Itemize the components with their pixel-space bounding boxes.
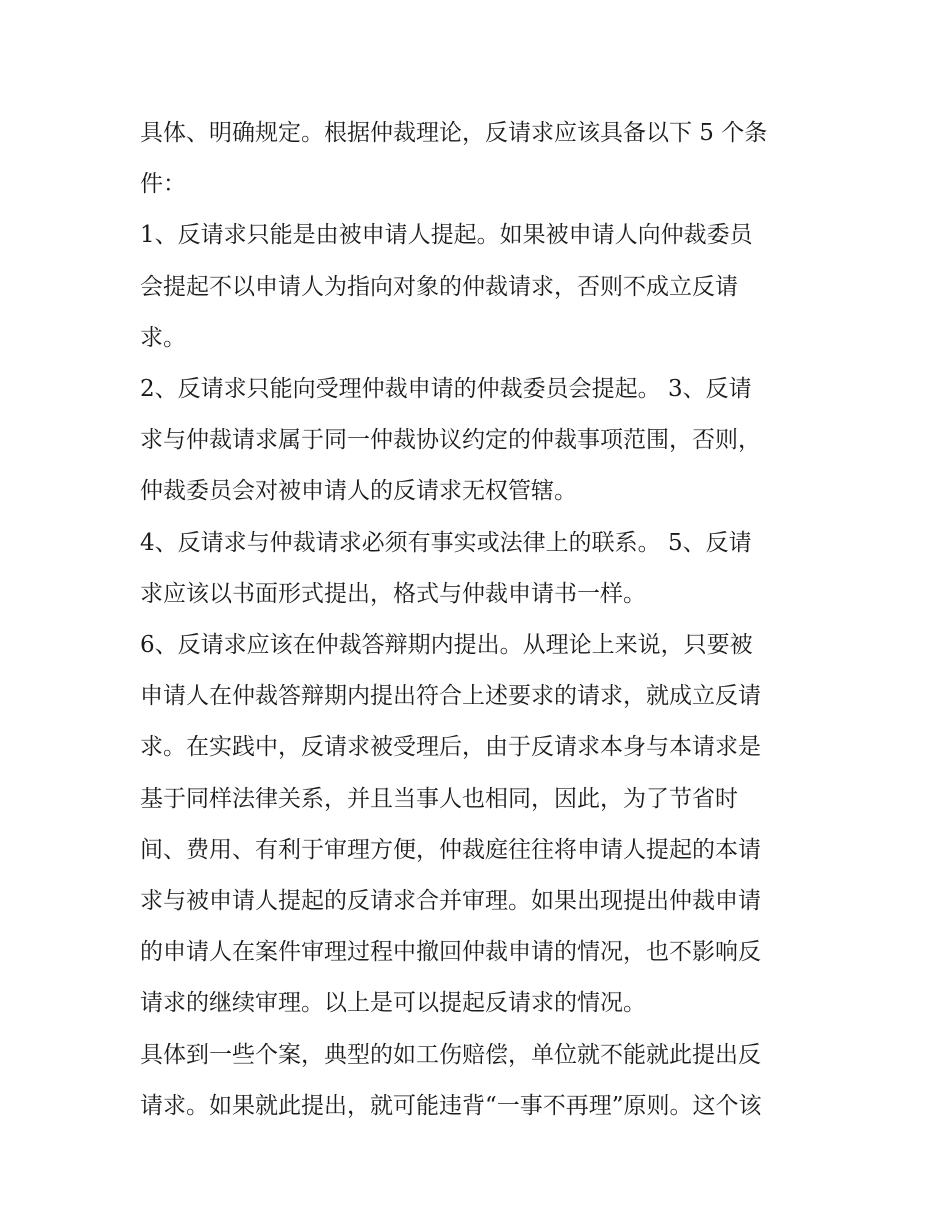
text-line-12: 申请人在仲裁答辩期内提出符合上述要求的请求，就成立反请 — [140, 683, 761, 710]
text-line-17: 的申请人在案件审理过程中撤回仲裁申请的情况，也不影响反 — [140, 939, 761, 966]
text-line-4: 会提起不以申请人为指向对象的仲裁请求，否则不成立反请 — [140, 273, 738, 300]
document-body — [140, 108, 812, 1132]
text-line-9: 4、反请求与仲裁请求必须有事实或法律上的联系。 5、反请 — [140, 529, 752, 556]
text-line-20: 请求。如果就此提出，就可能违背“一事不再理”原则。这个该 — [140, 1092, 762, 1119]
text-line-11: 6、反请求应该在仲裁答辩期内提出。从理论上来说，只要被 — [140, 632, 753, 659]
text-line-16: 求与被申请人提起的反请求合并审理。如果出现提出仲裁申请 — [140, 888, 761, 915]
text-line-13: 求。在实践中，反请求被受理后，由于反请求本身与本请求是 — [140, 734, 761, 761]
text-line-6: 2、反请求只能向受理仲裁申请的仲裁委员会提起。 3、反请 — [140, 376, 752, 403]
text-line-5: 求。 — [140, 324, 186, 351]
text-line-14: 基于同样法律关系，并且当事人也相同，因此，为了节省时 — [140, 785, 738, 812]
text-line-10: 求应该以书面形式提出，格式与仲裁申请书一样。 — [140, 580, 646, 607]
text-line-2: 件： — [140, 171, 186, 198]
text-line-1: 具体、明确规定。根据仲裁理论，反请求应该具备以下 5 个条 — [140, 120, 768, 146]
text-line-18: 请求的继续审理。以上是可以提起反请求的情况。 — [140, 990, 646, 1017]
text-line-7: 求与仲裁请求属于同一仲裁协议约定的仲裁事项范围，否则， — [140, 427, 761, 454]
text-line-19: 具体到一些个案，典型的如工伤赔偿，单位就不能就此提出反 — [140, 1041, 761, 1068]
text-line-8: 仲裁委员会对被申请人的反请求无权管辖。 — [140, 478, 577, 505]
text-line-3: 1、反请求只能是由被申请人提起。如果被申请人向仲裁委员 — [140, 222, 753, 249]
text-line-15: 间、费用、有利于审理方便，仲裁庭往往将申请人提起的本请 — [140, 836, 761, 863]
